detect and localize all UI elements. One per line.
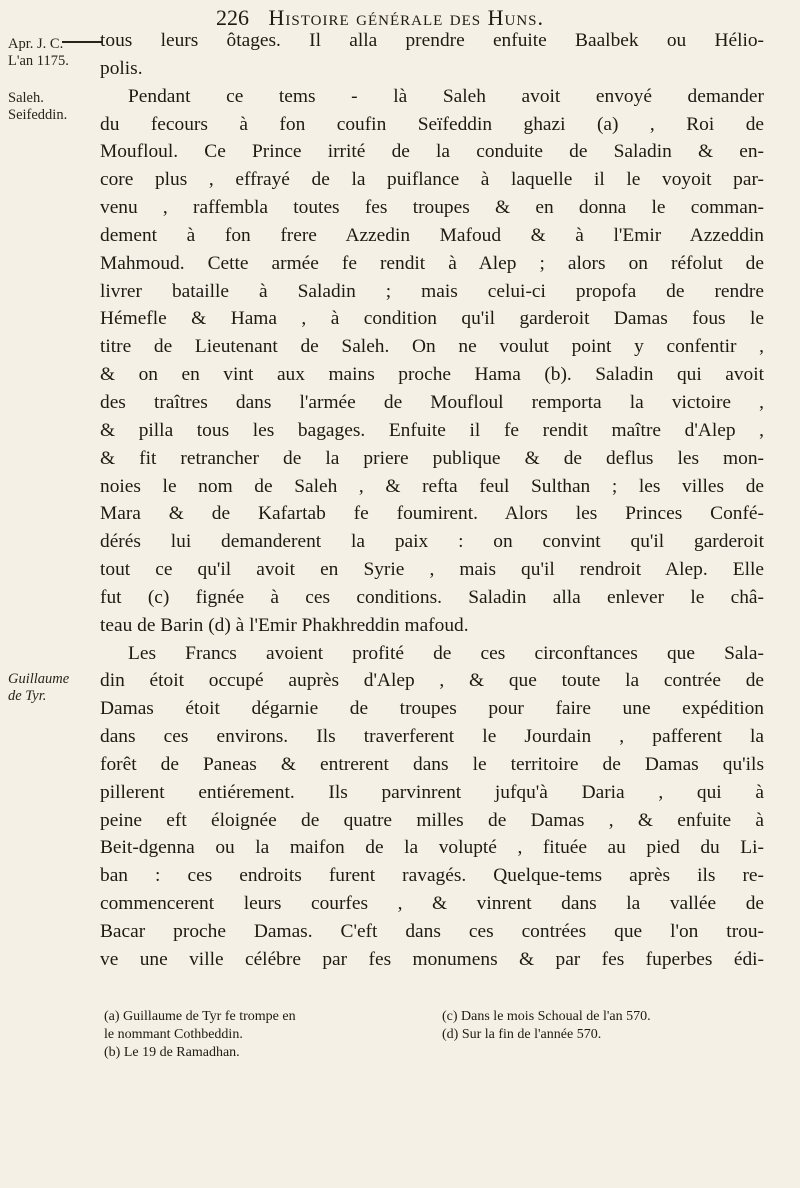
text-line: din étoit occupé auprès d'Alep , & que toute la contrée de — [100, 670, 764, 692]
margin-note-source — [8, 671, 88, 705]
text-line: & fit retrancher de la priere publique & de deflus les mon- — [100, 447, 764, 469]
margin-note-line: Seifeddin. — [8, 107, 68, 123]
text-line: noies le nom de Saleh , & refta feul Sulthan ; les villes de — [100, 475, 764, 497]
text-line: Damas étoit dégarnie de troupes pour faire une expédition — [100, 698, 764, 720]
margin-note-line: Saleh. — [8, 90, 44, 106]
margin-note-line: de Tyr. — [8, 688, 47, 704]
text-line: ban : ces endroits furent ravagés. Quelque-tems après ils re- — [100, 865, 764, 887]
text-line: & on en vint aux mains proche Hama (b). Saladin qui avoit — [100, 364, 764, 386]
text-line: peine eft éloignée de quatre milles de Damas , & enfuite à — [100, 809, 764, 831]
footnote-a-cont: le nommant Cothbeddin. — [104, 1027, 243, 1042]
footnote-b: (b) Le 19 de Ramadhan. — [104, 1045, 240, 1060]
text-line: titre de Lieutenant de Saleh. On ne voulut point y confentir , — [100, 336, 764, 358]
text-line: des traîtres dans l'armée de Moufloul remporta la victoire , — [100, 391, 764, 413]
text-line: Bacar proche Damas. C'eft dans ces contrées que l'on trou- — [100, 921, 764, 942]
text-line: tous leurs ôtages. Il alla prendre enfuite Baalbek ou Hélio- — [100, 30, 764, 51]
margin-note-year — [8, 36, 88, 70]
margin-note-line: Guillaume — [8, 671, 70, 687]
text-line: ve une ville célébre par fes monumens & par fes fuperbes édi- — [100, 948, 764, 970]
text-line: fut (c) fignée à ces conditions. Saladin alla enlever le châ- — [100, 586, 764, 608]
text-line: teau de Barin (d) à l'Emir Phakhreddin mafoud. — [100, 614, 469, 636]
text-line: venu , raffembla toutes fes troupes & en donna le comman- — [100, 197, 764, 219]
text-line: dérés lui demanderent la paix : on convint qu'il garderoit — [100, 531, 764, 553]
footnote-a: (a) Guillaume de Tyr fe trompe en — [104, 1009, 296, 1024]
text-line: polis. — [100, 57, 143, 79]
running-title: Histoire générale des Huns. — [268, 5, 544, 30]
text-line: tout ce qu'il avoit en Syrie , mais qu'il rendroit Alep. Elle — [100, 559, 764, 581]
text-line: Les Francs avoient profité de ces circonftances que Sala- — [128, 642, 764, 664]
text-line: forêt de Paneas & entrerent dans le territoire de Damas qu'ils — [100, 753, 764, 775]
footnote-d: (d) Sur la fin de l'année 570. — [442, 1027, 602, 1042]
text-line: Beit-dgenna ou la maifon de la volupté , fituée au pied du Li- — [100, 837, 764, 859]
text-line: Hémefle & Hama , à condition qu'il garderoit Damas fous le — [100, 308, 764, 330]
text-line: & pilla tous les bagages. Enfuite il fe rendit maître d'Alep , — [100, 419, 764, 441]
text-line: dement à fon frere Azzedin Mafoud & à l'Emir Azzeddin — [100, 224, 764, 246]
footnote-c: (c) Dans le mois Schoual de l'an 570. — [442, 1009, 651, 1024]
body-text — [100, 27, 764, 974]
text-line: Mara & de Kafartab fe foumirent. Alors les Princes Confé- — [100, 503, 764, 525]
text-line: du fecours à fon coufin Seïfeddin ghazi (a) , Roi de — [100, 113, 764, 135]
text-line: dans ces environs. Ils traverferent le Jourdain , pafferent la — [100, 726, 764, 748]
text-line: Mahmoud. Cette armée fe rendit à Alep ; alors on réfolut de — [100, 252, 764, 274]
text-line: core plus , effrayé de la puiflance à laquelle il le voyoit par- — [100, 169, 764, 191]
margin-note-names — [8, 90, 88, 124]
margin-note-line: Apr. J. C. — [8, 36, 64, 52]
text-line: commencerent leurs courfes , & vinrent dans la vallée de — [100, 893, 764, 915]
margin-note-line: L'an 1175. — [8, 53, 69, 69]
text-line: Pendant ce tems - là Saleh avoit envoyé demander — [128, 85, 764, 107]
footnotes — [104, 1008, 764, 1062]
text-line: pillerent entiérement. Ils parvinrent jufqu'à Daria , qui à — [100, 781, 764, 803]
text-line: Moufloul. Ce Prince irrité de la conduite de Saladin & en- — [100, 141, 764, 163]
text-line: livrer bataille à Saladin ; mais celui-ci propofa de rendre — [100, 280, 764, 302]
page-number: 226 — [216, 5, 249, 30]
